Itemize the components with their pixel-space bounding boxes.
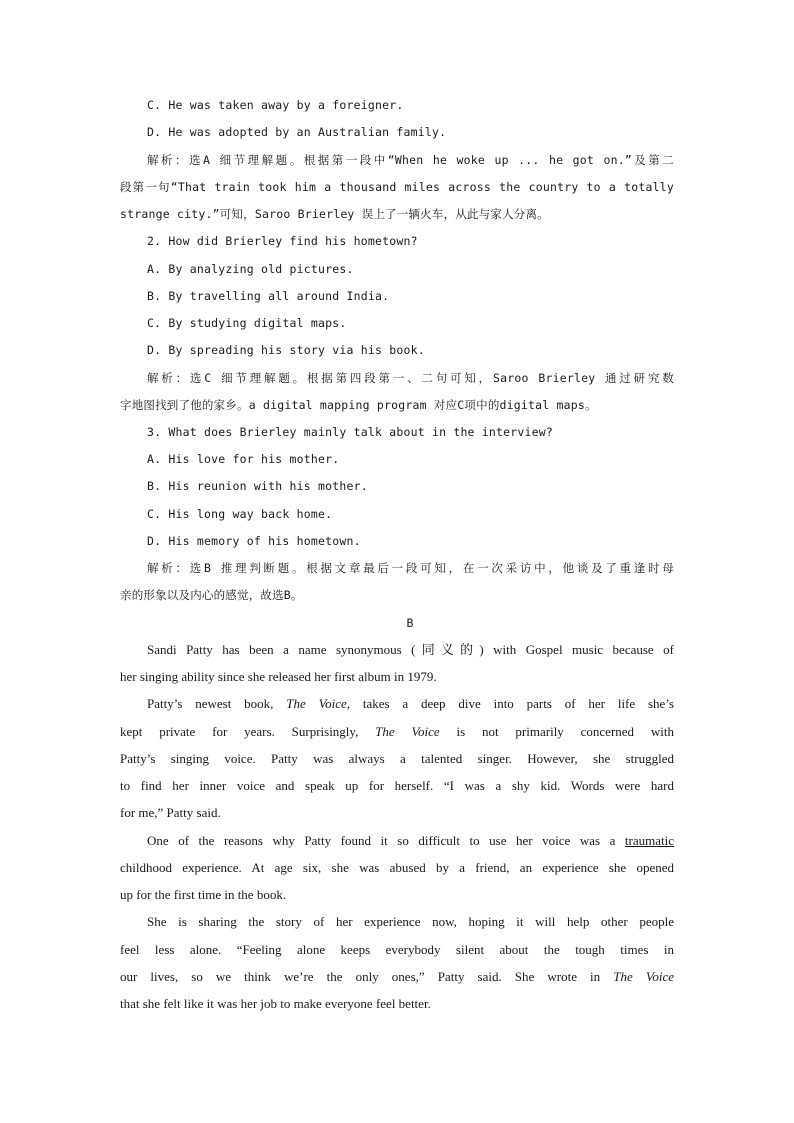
book-title: The Voice xyxy=(613,969,674,984)
q1-analysis-line-3: strange city.”可知，Saroo Brierley 误上了一辆火车，从此与家人分离。 xyxy=(120,207,549,221)
q1-option-d: D. He was adopted by an Australian family. xyxy=(147,125,447,139)
passage-p3-line-2: childhood experience. At age six, she was abused by a friend, an experience she opened xyxy=(120,860,674,875)
q3-analysis-line-1: 解析：选B 推理判断题。根据文章最后一段可知，在一次采访中，他谈及了重逢时母 xyxy=(147,561,674,575)
question-3: 3. What does Brierley mainly talk about in the interview? xyxy=(147,425,554,439)
q2-option-d: D. By spreading his story via his book. xyxy=(147,343,425,357)
q1-analysis-line-2: 段第一句“That train took him a thousand miles across the country to a totally xyxy=(120,180,674,194)
passage-p4-line-2: feel less alone. “Feeling alone keeps everybody silent about the tough times in xyxy=(120,942,674,957)
q3-analysis-line-2: 亲的形象以及内心的感觉，故选B。 xyxy=(120,588,303,602)
passage-p2-line-5: for me,” Patty said. xyxy=(120,805,221,820)
passage-p3-line-1: One of the reasons why Patty found it so difficult to use her voice was a traumatic xyxy=(147,833,674,848)
q3-option-d: D. His memory of his hometown. xyxy=(147,534,361,548)
q1-analysis-line-1: 解析：选A 细节理解题。根据第一段中“When he woke up ... he got on.”及第二 xyxy=(147,153,674,167)
passage-p3-line-3: up for the first time in the book. xyxy=(120,887,287,902)
q3-option-b: B. His reunion with his mother. xyxy=(147,479,368,493)
passage-p2-line-3: Patty’s singing voice. Patty was always a talented singer. However, she struggled xyxy=(120,751,674,766)
q3-option-c: C. His long way back home. xyxy=(147,507,333,521)
q3-option-a: A. His love for his mother. xyxy=(147,452,340,466)
q1-option-c: C. He was taken away by a foreigner. xyxy=(147,98,404,112)
passage-p1-line-1: Sandi Patty has been a name synonymous (同义的) with Gospel music because of xyxy=(147,642,674,657)
q2-analysis-line-2: 字地图找到了他的家乡。a digital mapping program 对应C项中的digital maps。 xyxy=(120,398,597,412)
passage-p2-line-4: to find her inner voice and speak up for herself. “I was a shy kid. Words were hard xyxy=(120,778,674,793)
q2-analysis-line-1: 解析：选C 细节理解题。根据第四段第一、二句可知，Saroo Brierley 通过研究数 xyxy=(147,371,674,385)
book-title: The Voice, xyxy=(286,696,350,711)
book-title: The Voice xyxy=(375,724,440,739)
q2-option-b: B. By travelling all around India. xyxy=(147,289,390,303)
underlined-word: traumatic xyxy=(624,833,674,848)
passage-p2-line-2: kept private for years. Surprisingly, The Voice is not primarily concerned with xyxy=(120,724,674,739)
question-2: 2. How did Brierley find his hometown? xyxy=(147,234,418,248)
passage-p1-line-2: her singing ability since she released her first album in 1979. xyxy=(120,669,437,684)
q2-option-a: A. By analyzing old pictures. xyxy=(147,262,354,276)
passage-p4-line-3: our lives, so we think we’re the only ones,” Patty said. She wrote in The Voice xyxy=(120,969,674,984)
passage-p2-line-1: Patty’s newest book, The Voice, takes a deep dive into parts of her life she’s xyxy=(147,696,674,711)
passage-p4-line-1: She is sharing the story of her experience now, hoping it will help other people xyxy=(147,914,674,929)
q2-option-c: C. By studying digital maps. xyxy=(147,316,347,330)
section-heading: B xyxy=(406,616,414,630)
passage-p4-line-4: that she felt like it was her job to make everyone feel better. xyxy=(120,996,431,1011)
